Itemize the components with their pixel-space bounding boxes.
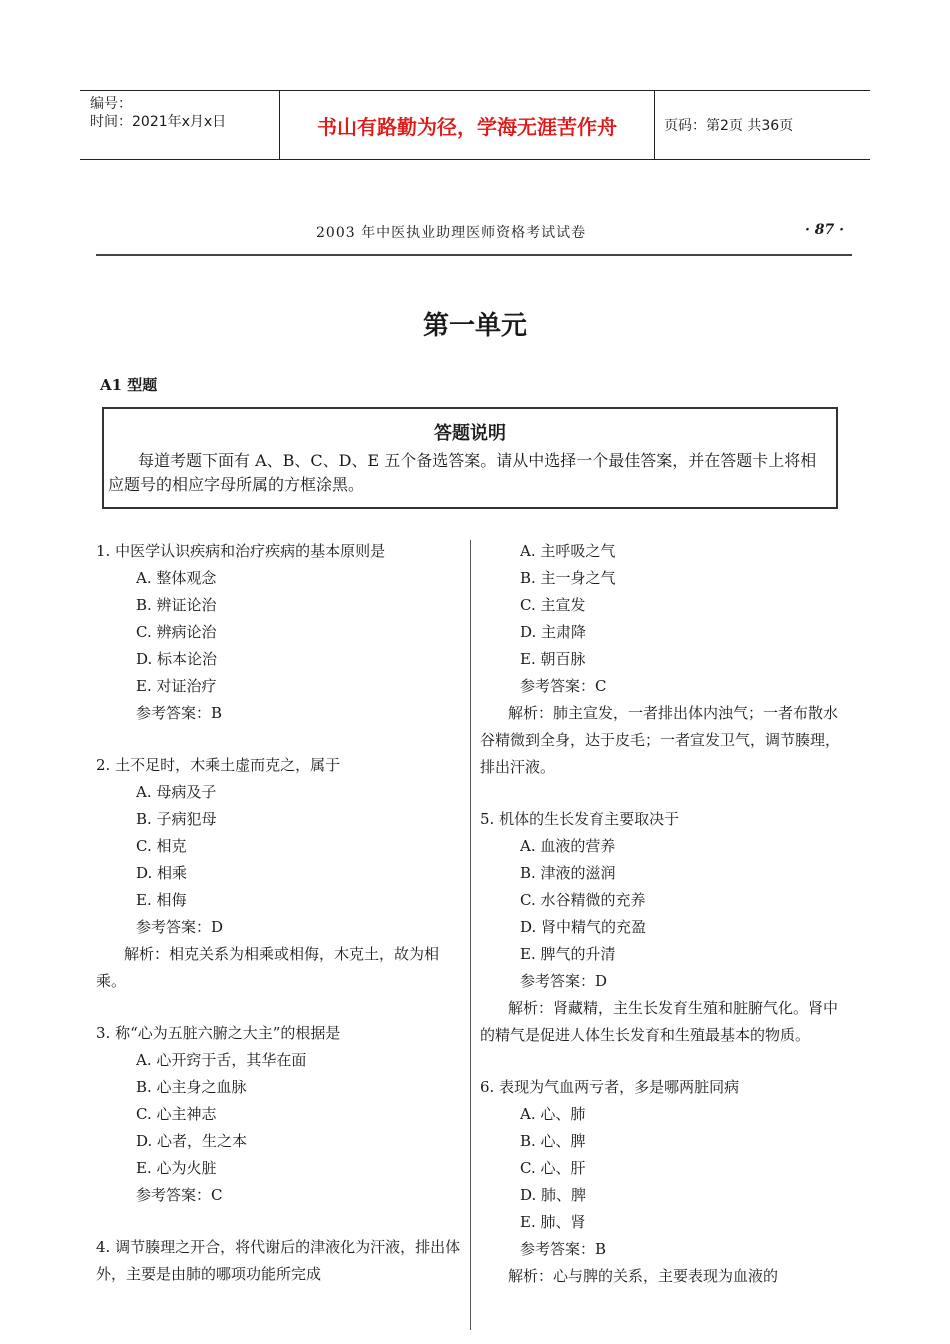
option: C. 相克 xyxy=(136,837,187,855)
option: E. 肺、肾 xyxy=(520,1213,586,1231)
unit-title: 第一单元 xyxy=(422,311,527,341)
time-label: 时间：2021年x月x日 xyxy=(90,114,227,130)
option: E. 相侮 xyxy=(136,891,187,909)
option: C. 辨病论治 xyxy=(136,623,217,641)
option: E. 心为火脏 xyxy=(136,1159,217,1177)
right-column xyxy=(480,538,852,1290)
option: A. 血液的营养 xyxy=(520,837,616,855)
option: A. 整体观念 xyxy=(136,569,217,587)
question-stem: 3. 称“心为五脏六腑之大主”的根据是 xyxy=(96,1024,341,1042)
option: C. 水谷精微的充养 xyxy=(520,891,646,909)
option: A. 主呼吸之气 xyxy=(520,542,616,560)
page-number: · 87 · xyxy=(805,222,844,238)
option: A. 心开窍于舌，其华在面 xyxy=(136,1051,307,1069)
instructions-title: 答题说明 xyxy=(434,423,506,444)
section-label: A1 型题 xyxy=(100,376,158,394)
page-info: 页码：第2页 共36页 xyxy=(664,118,794,134)
question-stem: 4. 调节腠理之开合，将代谢后的津液化为汗液，排出体外，主要是由肺的哪项功能所完成 xyxy=(96,1238,461,1283)
option: B. 心、脾 xyxy=(520,1132,586,1150)
option: A. 母病及子 xyxy=(136,783,217,801)
column-divider xyxy=(470,540,471,1330)
option: D. 标本论治 xyxy=(136,650,218,668)
option: A. 心、肺 xyxy=(520,1105,586,1123)
instructions-box xyxy=(102,407,838,509)
option: C. 心主神志 xyxy=(136,1105,217,1123)
explanation: 解析：相克关系为相乘或相侮，木克土，故为相乘。 xyxy=(96,945,440,990)
option: B. 心主身之血脉 xyxy=(136,1078,247,1096)
option: B. 子病犯母 xyxy=(136,810,217,828)
explanation: 解析：肾藏精，主生长发育生殖和脏腑气化。肾中的精气是促进人体生长发育和生殖最基本的物质。 xyxy=(480,999,839,1044)
explanation: 解析：心与脾的关系，主要表现为血液的 xyxy=(508,1267,779,1285)
answer: 参考答案：D xyxy=(520,972,608,990)
option: E. 朝百脉 xyxy=(520,650,586,668)
option: D. 主肃降 xyxy=(520,623,587,641)
question-stem: 2. 土不足时，木乘土虚而克之，属于 xyxy=(96,756,341,774)
option: C. 主宣发 xyxy=(520,596,586,614)
answer: 参考答案：C xyxy=(136,1186,223,1204)
option: B. 辨证论治 xyxy=(136,596,217,614)
option: D. 肾中精气的充盈 xyxy=(520,918,647,936)
answer: 参考答案：B xyxy=(136,704,223,722)
number-label: 编号： xyxy=(90,96,132,112)
motto: 书山有路勤为径，学海无涯苦作舟 xyxy=(280,91,655,159)
running-head xyxy=(96,218,852,256)
option: E. 脾气的升清 xyxy=(520,945,616,963)
document-header xyxy=(80,90,870,160)
option: D. 肺、脾 xyxy=(520,1186,587,1204)
option: D. 心者，生之本 xyxy=(136,1132,248,1150)
answer: 参考答案：B xyxy=(520,1240,607,1258)
left-column xyxy=(96,538,462,1288)
option: C. 心、肝 xyxy=(520,1159,586,1177)
instructions-text: 每道考题下面有 A、B、C、D、E 五个备选答案。请从中选择一个最佳答案，并在答题卡上将相应题号的相应字母所属的方框涂黑。 xyxy=(108,451,817,494)
answer: 参考答案：C xyxy=(520,677,607,695)
option: B. 津液的滋润 xyxy=(520,864,616,882)
question-stem: 1. 中医学认识疾病和治疗疾病的基本原则是 xyxy=(96,542,386,560)
header-meta xyxy=(80,91,280,159)
question-stem: 5. 机体的生长发育主要取决于 xyxy=(480,810,680,828)
question-stem: 6. 表现为气血两亏者，多是哪两脏同病 xyxy=(480,1078,740,1096)
option: B. 主一身之气 xyxy=(520,569,616,587)
option: D. 相乘 xyxy=(136,864,188,882)
option: E. 对证治疗 xyxy=(136,677,217,695)
running-head-title: 2003 年中医执业助理医师资格考试试卷 xyxy=(316,225,587,241)
explanation: 解析：肺主宣发，一者排出体内浊气；一者布散水谷精微到全身，达于皮毛；一者宣发卫气，调节腠理，排出汗液。 xyxy=(480,704,841,776)
answer: 参考答案：D xyxy=(136,918,224,936)
